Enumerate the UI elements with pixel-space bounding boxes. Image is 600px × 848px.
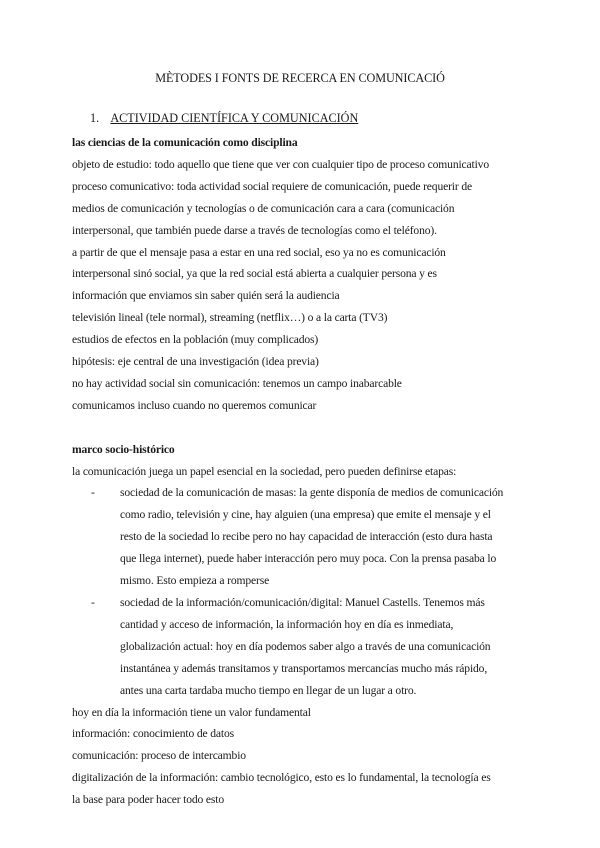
bullet-dash: - [91, 596, 95, 610]
bullet-line: instantánea y además transitamos y transportamos mercancías mucho más rápido, [120, 661, 488, 675]
paragraph-line: proceso comunicativo: toda actividad social requiere de comunicación, puede requerir de [72, 179, 472, 193]
bullet-line: antes una carta tardaba mucho tiempo en llegar de un lugar a otro. [120, 683, 417, 697]
paragraph-line: interpersonal sinó social, ya que la red social está abierta a cualquier persona y es [72, 267, 437, 281]
paragraph-line: televisión lineal (tele normal), streaming (netflix…) o a la carta (TV3) [72, 311, 388, 325]
bullet-line: resto de la sociedad lo recibe pero no hay capacidad de interacción (esto dura hasta [120, 530, 493, 544]
paragraph-gap [72, 417, 532, 439]
paragraph-line: comunicación: proceso de intercambio [72, 749, 246, 763]
paragraph-line: información: conocimiento de datos [72, 727, 234, 741]
paragraph-line: información que enviamos sin saber quién será la audiencia [72, 289, 340, 303]
paragraph-line: digitalización de la información: cambio tecnológico, esto es lo fundamental, la tecnología es [72, 771, 491, 785]
bullet-list [72, 482, 532, 701]
bullet-item [72, 482, 532, 592]
bullet-line: sociedad de la información/comunicación/digital: Manuel Castells. Tenemos más [120, 596, 485, 610]
bullet-line: como radio, televisión y cine, hay alguien (una empresa) que emite el mensaje y el [120, 508, 491, 522]
bullet-dash: - [91, 486, 95, 500]
paragraph-line: interpersonal, que también puede darse a través de tecnologías como el teléfono). [72, 223, 437, 237]
paragraph-line: hoy en día la información tiene un valor fundamental [72, 705, 311, 719]
subheading-disciplina: las ciencias de la comunicación como disciplina [72, 136, 298, 149]
section-heading [90, 111, 358, 126]
paragraph-line: hipótesis: eje central de una investigación (idea previa) [72, 355, 319, 369]
paragraph-line: la comunicación juega un papel esencial en la sociedad, pero pueden definirse etapas: [72, 464, 457, 478]
paragraph-line: no hay actividad social sin comunicación: tenemos un campo inabarcable [72, 376, 402, 390]
bullet-line: que llega internet), puede haber interacción pero muy poca. Con la prensa pasaba lo [120, 552, 497, 566]
bullet-line: sociedad de la comunicación de masas: la gente disponía de medios de comunicación [120, 486, 504, 500]
paragraph-line: la base para poder hacer todo esto [72, 793, 224, 807]
paragraph-line: objeto de estudio: todo aquello que tiene que ver con cualquier tipo de proceso comunicativo [72, 157, 489, 171]
bullet-line: mismo. Esto empieza a romperse [120, 574, 270, 588]
bullet-line: globalización actual: hoy en día podemos saber algo a través de una comunicación [120, 639, 491, 653]
paragraph-line: medios de comunicación y tecnologías o de comunicación cara a cara (comunicación [72, 201, 455, 215]
paragraph-line: comunicamos incluso cuando no queremos comunicar [72, 398, 317, 412]
bullet-item [72, 592, 532, 702]
paragraph-line: estudios de efectos en la población (muy complicados) [72, 333, 319, 347]
section-title: ACTIVIDAD CIENTÍFICA Y COMUNICACIÓN [110, 111, 359, 125]
document-body [72, 132, 532, 811]
subheading-marco: marco socio-histórico [72, 442, 175, 456]
bullet-line: cantidad y acceso de información, la información hoy en día es inmediata, [120, 617, 454, 631]
paragraph-line: a partir de que el mensaje pasa a estar en una red social, eso ya no es comunicación [72, 245, 446, 259]
section-number: 1. [90, 111, 100, 125]
document-title: MÈTODES I FONTS DE RECERCA EN COMUNICACIÓ [155, 71, 445, 85]
